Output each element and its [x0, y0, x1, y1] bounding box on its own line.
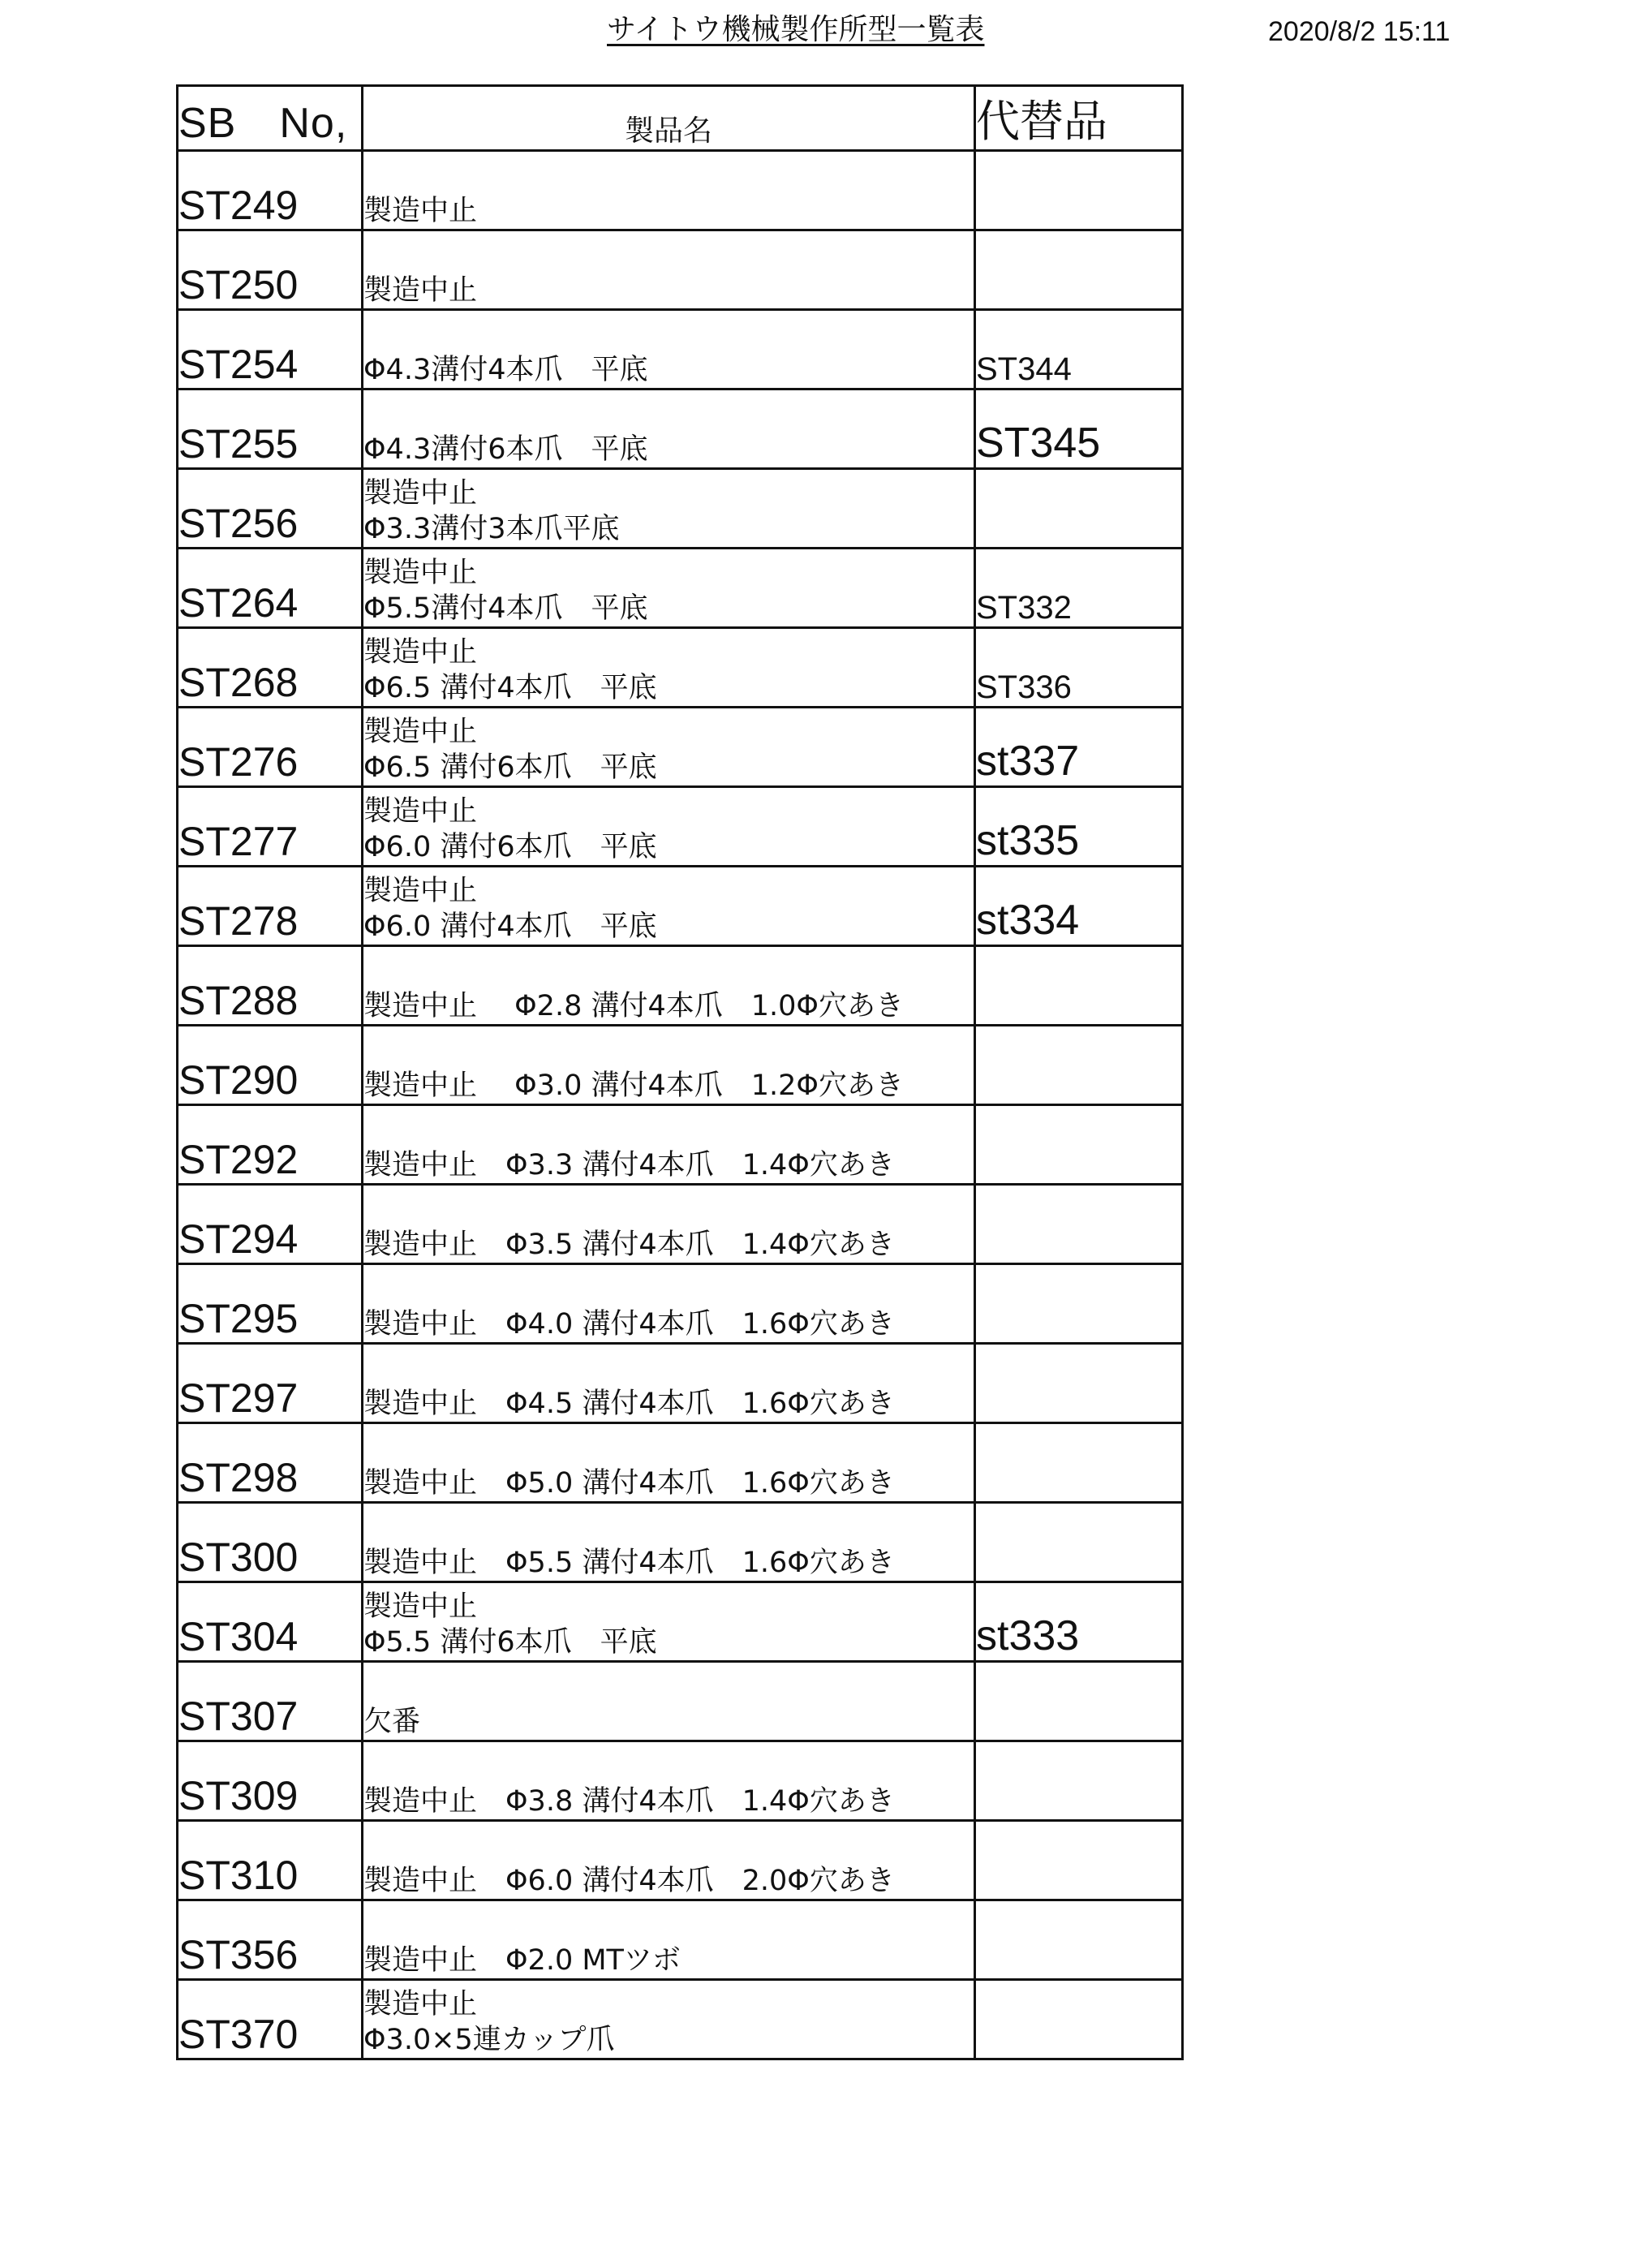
table-row	[178, 1980, 1183, 2059]
table-header-row	[178, 86, 1183, 151]
table-row	[178, 1741, 1183, 1821]
substitute-cell	[975, 1900, 1183, 1980]
table-row	[178, 1423, 1183, 1503]
sb-number-cell: ST250	[178, 230, 363, 310]
substitute-cell	[975, 1821, 1183, 1900]
column-header-substitute: 代替品	[975, 86, 1183, 151]
sb-number-cell: ST294	[178, 1185, 363, 1264]
sb-number-cell: ST295	[178, 1264, 363, 1344]
substitute-cell	[975, 1344, 1183, 1423]
table-row	[178, 867, 1183, 946]
substitute-cell	[975, 1264, 1183, 1344]
product-name-cell: 製造中止 Φ5.0 溝付4本爪 1.6Φ穴あき	[363, 1423, 975, 1503]
substitute-cell: ST336	[975, 628, 1183, 708]
table-row	[178, 1503, 1183, 1582]
substitute-cell	[975, 151, 1183, 230]
substitute-cell	[975, 1423, 1183, 1503]
print-timestamp: 2020/8/2 15:11	[1268, 16, 1451, 47]
table-row	[178, 310, 1183, 389]
sb-number-cell: ST310	[178, 1821, 363, 1900]
mold-list-table	[176, 84, 1184, 2060]
sb-number-cell: ST277	[178, 787, 363, 867]
product-name-cell: 製造中止 Φ3.5 溝付4本爪 1.4Φ穴あき	[363, 1185, 975, 1264]
table-row	[178, 1662, 1183, 1741]
product-name-cell: 製造中止 Φ2.0 MTツボ	[363, 1900, 975, 1980]
document-title: サイトウ機械製作所型一覧表	[607, 13, 985, 46]
table-row	[178, 151, 1183, 230]
product-name-cell: Φ4.3溝付6本爪 平底	[363, 389, 975, 469]
substitute-cell	[975, 1503, 1183, 1582]
sb-number-cell: ST254	[178, 310, 363, 389]
table-row	[178, 708, 1183, 787]
sb-number-cell: ST276	[178, 708, 363, 787]
table-row	[178, 469, 1183, 549]
substitute-cell	[975, 1662, 1183, 1741]
substitute-cell	[975, 1980, 1183, 2059]
product-name-cell: 欠番	[363, 1662, 975, 1741]
table-row	[178, 1900, 1183, 1980]
product-name-cell: 製造中止 Φ5.5溝付4本爪 平底	[363, 549, 975, 628]
sb-number-cell: ST298	[178, 1423, 363, 1503]
column-header-product-name: 製品名	[363, 86, 975, 151]
table-row	[178, 1026, 1183, 1105]
product-name-cell: 製造中止 Φ3.0 溝付4本爪 1.2Φ穴あき	[363, 1026, 975, 1105]
table-row	[178, 1185, 1183, 1264]
substitute-cell	[975, 1105, 1183, 1185]
product-name-cell: 製造中止 Φ3.8 溝付4本爪 1.4Φ穴あき	[363, 1741, 975, 1821]
table-row	[178, 1105, 1183, 1185]
product-name-cell: 製造中止 Φ6.0 溝付6本爪 平底	[363, 787, 975, 867]
table-row	[178, 1582, 1183, 1662]
product-name-cell: 製造中止 Φ4.0 溝付4本爪 1.6Φ穴あき	[363, 1264, 975, 1344]
sb-number-cell: ST288	[178, 946, 363, 1026]
product-name-cell: 製造中止 Φ5.5 溝付4本爪 1.6Φ穴あき	[363, 1503, 975, 1582]
sb-number-cell: ST268	[178, 628, 363, 708]
substitute-cell: st335	[975, 787, 1183, 867]
product-name-cell: 製造中止 Φ5.5 溝付6本爪 平底	[363, 1582, 975, 1662]
table-row	[178, 230, 1183, 310]
substitute-cell: ST345	[975, 389, 1183, 469]
substitute-cell: ST344	[975, 310, 1183, 389]
product-name-cell: 製造中止 Φ3.0×5連カップ爪	[363, 1980, 975, 2059]
table-row	[178, 787, 1183, 867]
product-name-cell: 製造中止	[363, 230, 975, 310]
sb-number-cell: ST292	[178, 1105, 363, 1185]
sb-number-cell: ST264	[178, 549, 363, 628]
table-row	[178, 389, 1183, 469]
sb-number-cell: ST307	[178, 1662, 363, 1741]
product-name-cell: 製造中止 Φ3.3 溝付4本爪 1.4Φ穴あき	[363, 1105, 975, 1185]
substitute-cell	[975, 1185, 1183, 1264]
substitute-cell	[975, 1741, 1183, 1821]
product-name-cell: 製造中止 Φ6.0 溝付4本爪 2.0Φ穴あき	[363, 1821, 975, 1900]
sb-number-cell: ST304	[178, 1582, 363, 1662]
sb-number-cell: ST278	[178, 867, 363, 946]
product-name-cell: 製造中止	[363, 151, 975, 230]
product-name-cell: Φ4.3溝付4本爪 平底	[363, 310, 975, 389]
table-row	[178, 1821, 1183, 1900]
sb-number-cell: ST356	[178, 1900, 363, 1980]
substitute-cell: ST332	[975, 549, 1183, 628]
product-name-cell: 製造中止 Φ2.8 溝付4本爪 1.0Φ穴あき	[363, 946, 975, 1026]
substitute-cell: st337	[975, 708, 1183, 787]
table-row	[178, 549, 1183, 628]
substitute-cell: st334	[975, 867, 1183, 946]
sb-number-cell: ST256	[178, 469, 363, 549]
table-row	[178, 628, 1183, 708]
sb-number-cell: ST309	[178, 1741, 363, 1821]
substitute-cell: st333	[975, 1582, 1183, 1662]
sb-number-cell: ST370	[178, 1980, 363, 2059]
product-name-cell: 製造中止 Φ6.5 溝付6本爪 平底	[363, 708, 975, 787]
table-body	[178, 151, 1183, 2059]
substitute-cell	[975, 469, 1183, 549]
product-name-cell: 製造中止 Φ3.3溝付3本爪平底	[363, 469, 975, 549]
sb-number-cell: ST249	[178, 151, 363, 230]
product-name-cell: 製造中止 Φ6.5 溝付4本爪 平底	[363, 628, 975, 708]
product-name-cell: 製造中止 Φ6.0 溝付4本爪 平底	[363, 867, 975, 946]
table-row	[178, 1264, 1183, 1344]
column-header-sb-no: SB No,	[178, 86, 363, 151]
product-name-cell: 製造中止 Φ4.5 溝付4本爪 1.6Φ穴あき	[363, 1344, 975, 1423]
substitute-cell	[975, 1026, 1183, 1105]
sb-number-cell: ST297	[178, 1344, 363, 1423]
table-row	[178, 1344, 1183, 1423]
sb-number-cell: ST300	[178, 1503, 363, 1582]
substitute-cell	[975, 230, 1183, 310]
table-row	[178, 946, 1183, 1026]
substitute-cell	[975, 946, 1183, 1026]
sb-number-cell: ST290	[178, 1026, 363, 1105]
sb-number-cell: ST255	[178, 389, 363, 469]
